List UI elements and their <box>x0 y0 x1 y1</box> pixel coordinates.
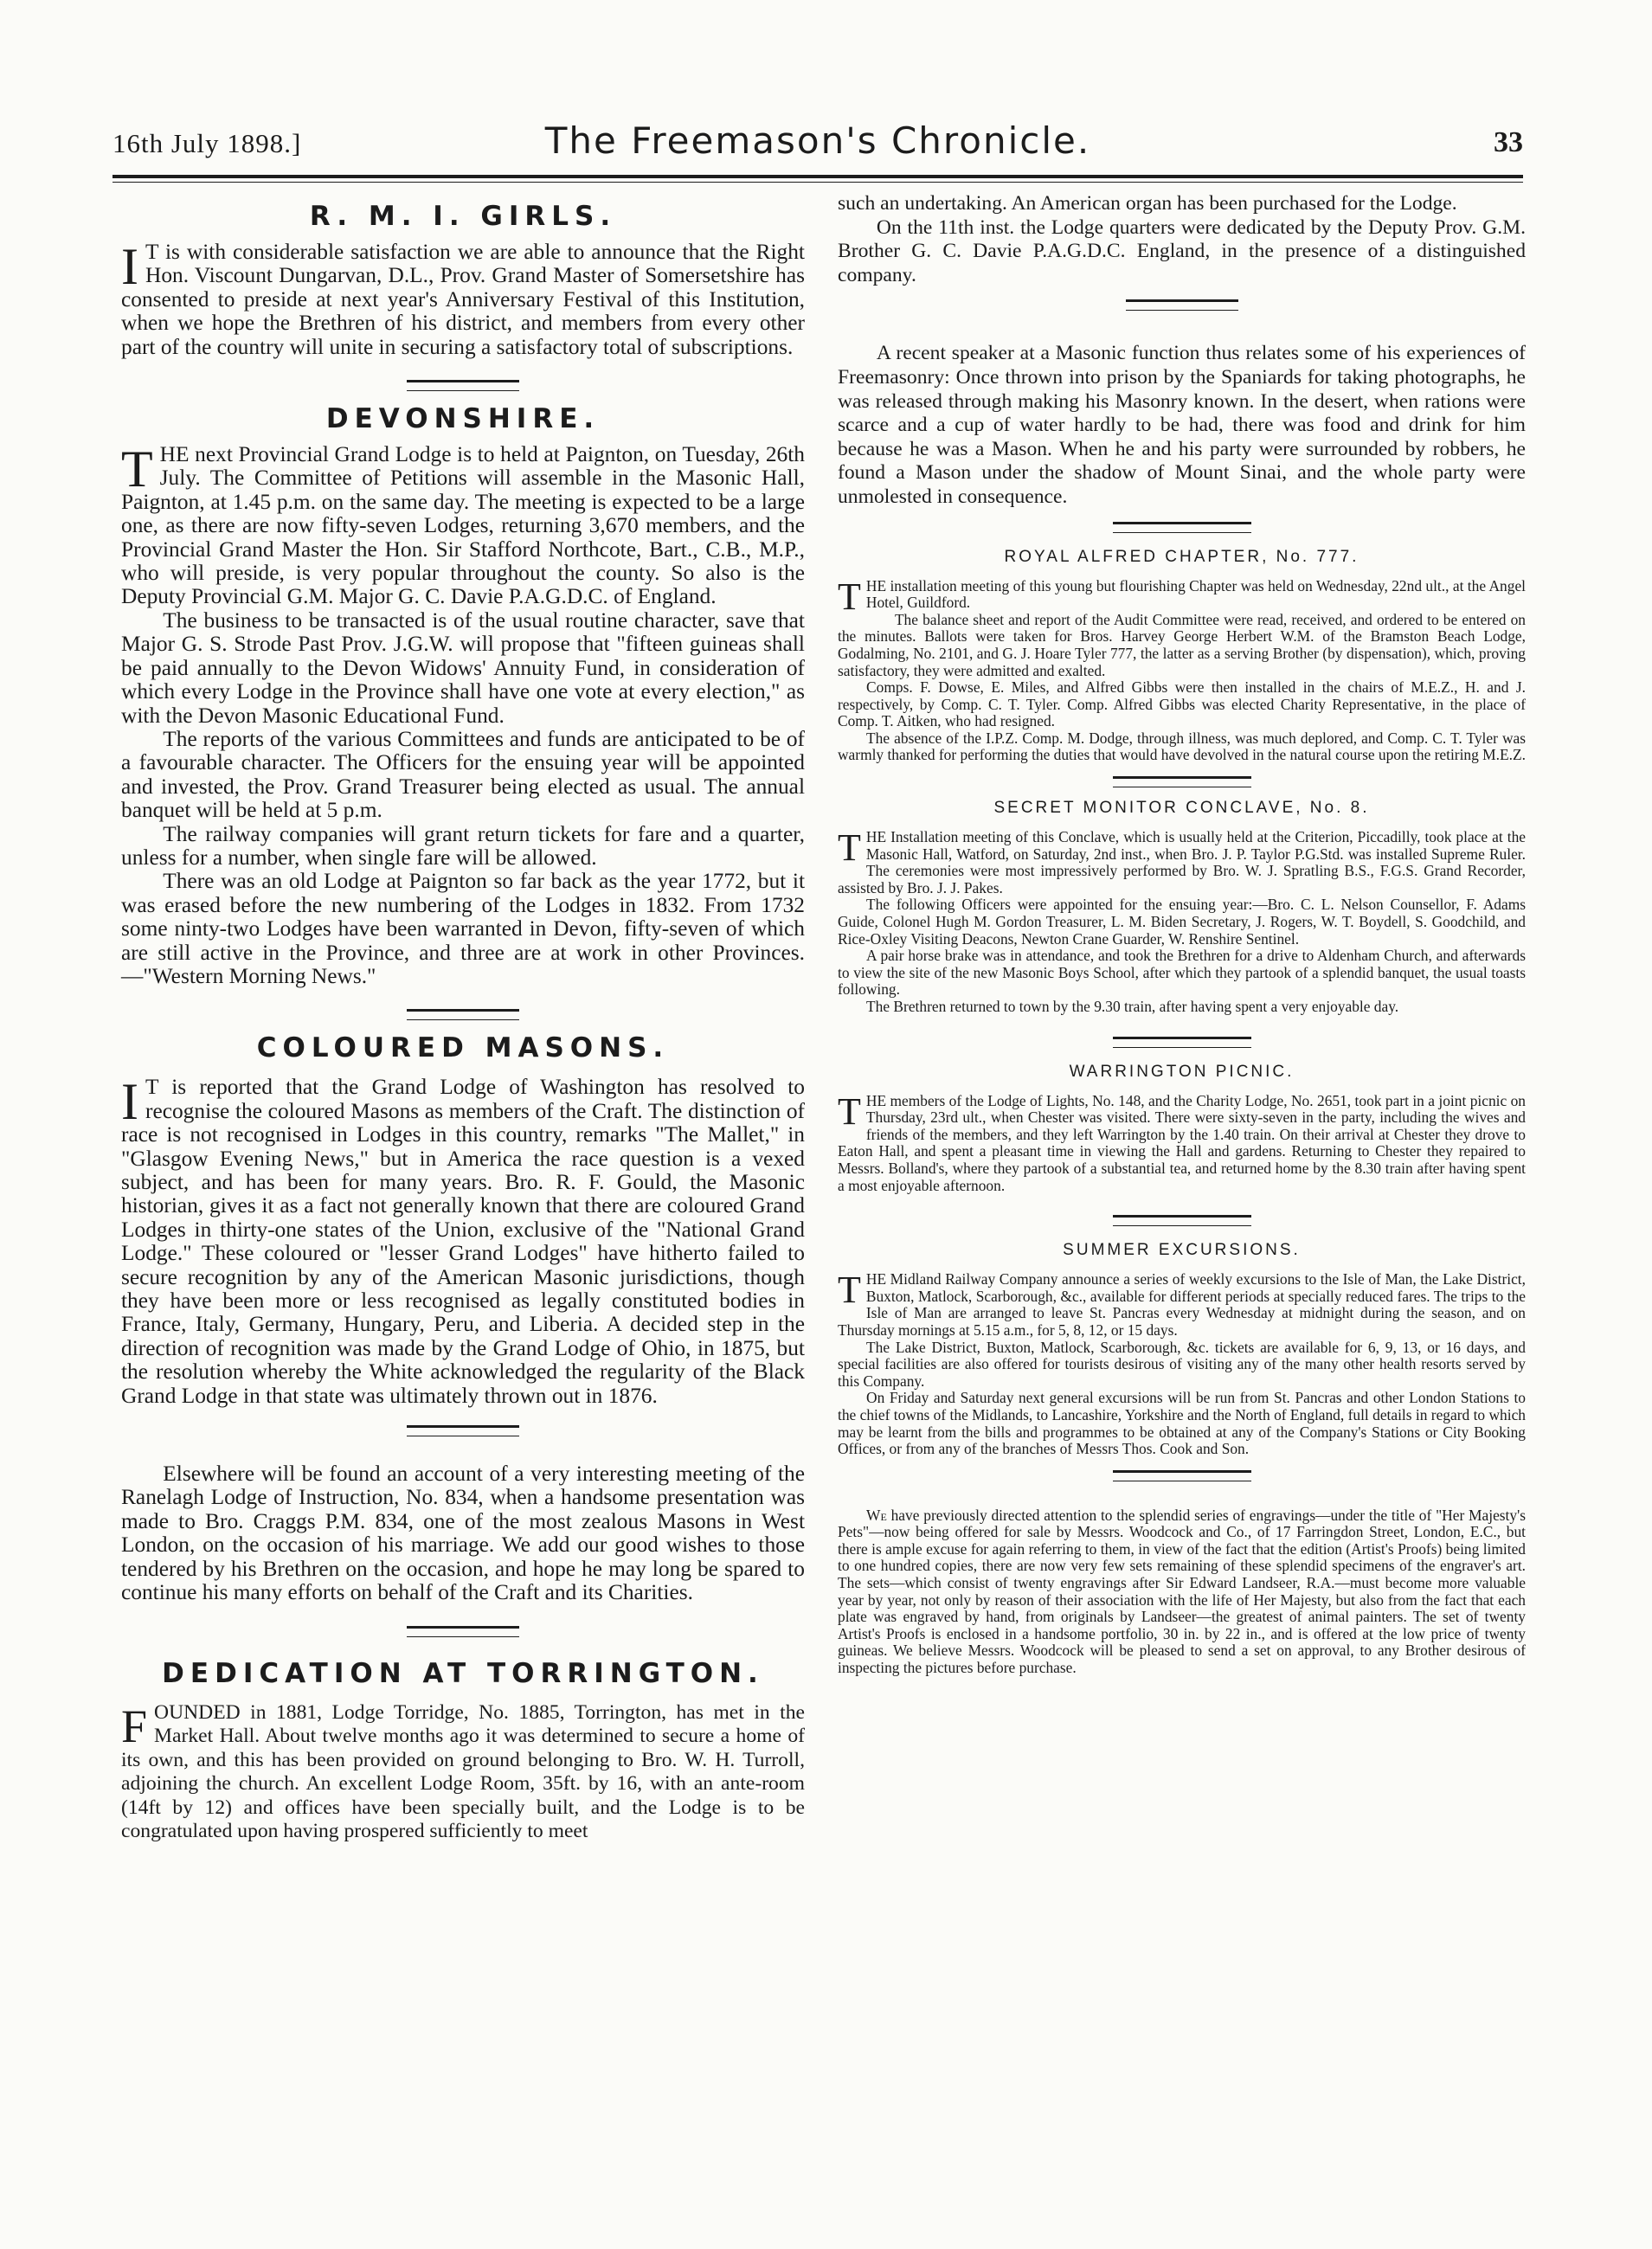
torrington-text: FOUNDED in 1881, Lodge Torridge, No. 1885, Torrington, has met in the Market Hall. About twelve months ago it was determined to secure a home of its own, and this has been provided on ground belonging to Bro. W. H. Turroll, adjoining the church. An excellent Lodge Room, 35ft. by 16, with an ante-room (14ft by 12) and offices have been specially built, and the Lodge is to be congratulated upon having prospered sufficiently to meet <box>121 1700 805 1843</box>
header-rule <box>112 175 1523 178</box>
heading-royal-alfred: ROYAL ALFRED CHAPTER, No. 777. <box>1004 547 1360 566</box>
article-royal-alfred <box>838 545 1526 765</box>
royal-alfred-p4: The absence of the I.P.Z. Comp. M. Dodge, through illness, was much deplored, and Comp. C. T. Tyler was warmly thanked for performing the duties that would have devolved in the natural course upon the retiring M.E.Z. <box>838 729 1526 764</box>
section-separator <box>1113 1215 1251 1226</box>
secret-monitor-p3: A pair horse brake was in attendance, and took the Brethren for a drive to Aldenham Church, and afterwards to view the site of the new Masonic Boys School, after which they partook of a splendid banquet, the usual toasts following. <box>838 947 1526 999</box>
drop-cap: T <box>121 440 153 498</box>
torrington-continued <box>838 192 1526 287</box>
page-number: 33 <box>1494 126 1523 158</box>
royal-alfred-p2: The balance sheet and report of the Audit Committee were read, received, and ordered to be entered on the minutes. Ballots were taken for Bros. Harvey George Herbert W.M. of the Bramston Beach Lodge, Godalming, No. 2101, and G. J. Hoare Tyler 777, the latter as a serving Brother (by dispensation), which, proving satisfactory, they were admitted and exalted. <box>838 610 1526 679</box>
warrington-text: THE members of the Lodge of Lights, No. 148, and the Charity Lodge, No. 2651, took part in a joint picnic on Thursday, 23rd ult., when Chester was visited. There were sixty-seven in the party, including the wives and friends of the members, and they left Warrington by the 1.40 train. On their arrival at Chester they drove to Eaton Hall, and spent a pleasant time in viewing the Hall and gardens. Returning to Chester they repaired to Messrs. Bolland's, where they partook of a substantial tea, and returned home by the 8.30 train after having spent a most enjoyable afternoon. <box>838 1089 1526 1194</box>
article-devonshire <box>121 403 805 988</box>
drop-cap: T <box>838 1269 861 1312</box>
section-separator <box>407 1425 519 1436</box>
heading-devonshire: DEVONSHIRE. <box>325 403 601 435</box>
secret-monitor-p2: The following Officers were appointed for the ensuing year:—Bro. C. L. Nelson Counsellor, F. Adams Guide, Colonel Hugh M. Gordon Treasurer, L. M. Biden Secretary, J. Rogers, W. T. Boydell, S. Goodchild, and Rice-Oxley Visiting Deacons, Newton Crane Guarder, W. Renshire Sentinel. <box>838 896 1526 948</box>
summer-p2: The Lake District, Buxton, Matlock, Scarborough, &c. tickets are available for 6, 9, 13, or 16 days, and special facilities are also offered for tourists desirous of visiting any of the many other health resorts served by this Company. <box>838 1338 1526 1390</box>
coloured-masons-text: I T is reported that the Grand Lodge of Washington has resolved to recognise the coloured Masons as members of the Craft. The distinction of race is not recognised in Lodges in this country, remarks "The Mallet," in "Glasgow Evening News," but in America the race question is a vexed subject, and has been for many years. Bro. R. F. Gould, the Masonic historian, gives it as a fact not generally known that there are coloured Grand Lodges in thirty-one states of the Union, exclusive of the "National Grand Lodge." These coloured or "lesser Grand Lodges" have hitherto failed to secure recognition by any of the American Masonic jurisdictions, though they have been more or less recognised as legally constituted bodies in France, Italy, Germany, Hungary, Peru, and Liberia. A decided step in the direction of recognition was made by the Grand Lodge of Ohio, in 1875, but the resolution whereby the White acknowledged the regularity of the Black Grand Lodge in that state was ultimately thrown out in 1876. <box>121 1073 805 1408</box>
article-torrington <box>121 1658 805 1845</box>
left-column <box>121 192 805 1844</box>
heading-summer-excursions: SUMMER EXCURSIONS. <box>1063 1241 1301 1260</box>
drop-cap: I <box>121 1073 138 1131</box>
drop-cap: T <box>838 1089 861 1133</box>
devonshire-p3: The reports of the various Committees and funds are anticipated to be of a favourable character. The Officers for the ensuing year will be appointed and invested, the Prov. Grand Treasurer being elected as usual. The annual banquet will be held at 5 p.m. <box>121 726 805 823</box>
article-ranelagh <box>121 1462 805 1604</box>
article-coloured-masons <box>121 1032 805 1408</box>
heading-warrington: WARRINGTON PICNIC. <box>1069 1062 1295 1081</box>
header-rule-thin <box>112 182 1523 183</box>
section-separator <box>1126 299 1238 311</box>
right-column <box>838 192 1526 1677</box>
torrington-cont-p2: On the 11th inst. the Lodge quarters were dedicated by the Deputy Prov. G.M. Brother G. C. Davie P.A.G.D.C. England, in the presence of a distinguished company. <box>838 215 1526 286</box>
devonshire-p4: The railway companies will grant return tickets for fare and a quarter, unless for a number, when single fare will be allowed. <box>121 821 805 870</box>
summer-p1: THE Midland Railway Company announce a series of weekly excursions to the Isle of Man, the Lake District, Buxton, Matlock, Scarborough, &c., available for different periods at specially reduced fares. The trips to the Isle of Man are arranged to leave St. Pancras every Wednesday at midnight during the season, and on Thursday mornings at 5.15 a.m., for 5, 8, 12, or 15 days. <box>838 1269 1526 1339</box>
section-separator <box>1113 522 1251 533</box>
section-separator <box>1113 776 1251 787</box>
heading-secret-monitor: SECRET MONITOR CONCLAVE, No. 8. <box>993 799 1370 818</box>
article-secret-monitor <box>838 796 1526 1016</box>
heading-rmi-girls: R. M. I. GIRLS. <box>309 201 617 232</box>
engravings-text: We have previously directed attention to the splendid series of engravings—under the title of "Her Majesty's Pets"—now being offered for sale by Messrs. Woodcock and Co., of 17 Farringdon Street, London, E.C., but there is ample excuse for again referring to them, in view of the fact that the edition (Artist's Proofs) being limited to one hundred copies, there are now very few sets remaining of these splendid specimens of the engraver's art. The sets—which consist of twenty engravings after Sir Edward Landseer, R.A.—must become more valuable year by year, not only by reason of their association with the life of Her Majesty, but also from the fact that each plate was engraved by hand, from originals by Landseer—the greatest of animal painters. The set of twenty Artist's Proofs is enclosed in a handsome portfolio, 30 in. by 22 in., and is offered at the low price of twenty guineas. We believe Messrs. Woodcock will be pleased to send a set on approval, to any Brother desirous of inspecting the pictures before purchase. <box>838 1506 1526 1677</box>
rmi-girls-text: I T is with considerable satisfaction we are able to announce that the Right Hon. Viscount Dungarvan, D.L., Prov. Grand Master of Somersetshire has consented to preside at next year's Anniversary Festival of this Institution, when we hope the Brethren of his district, and members from every other part of the country will unite in securing a satisfactory total of subscriptions. <box>121 238 805 359</box>
issue-date: 16th July 1898.] <box>112 128 302 158</box>
article-rmi-girls <box>121 192 805 359</box>
secret-monitor-p4: The Brethren returned to town by the 9.30 train, after having spent a very enjoyable day. <box>866 998 1399 1015</box>
lead-word: We <box>866 1506 887 1524</box>
section-separator <box>407 1009 519 1020</box>
drop-cap: I <box>121 238 138 295</box>
article-recent-speaker <box>838 342 1526 509</box>
drop-cap: T <box>838 826 861 870</box>
section-separator <box>1113 1470 1251 1481</box>
section-separator <box>407 380 519 391</box>
devonshire-p1: THE next Provincial Grand Lodge is to held at Paignton, on Tuesday, 26th July. The Committee of Petitions will assemble in the Masonic Hall, Paignton, at 1.45 p.m. on the same day. The meeting is expected to be a large one, as there are now fifty-seven Lodges, returning 3,670 members, and the Provincial Grand Master the Hon. Sir Stafford Northcote, Bart., C.B., M.P., who will preside, is very popular throughout the county. So also is the Deputy Provincial G.M. Major G. C. Davie P.A.G.D.C. of England. <box>121 440 805 609</box>
section-separator <box>1113 1037 1251 1048</box>
section-separator <box>407 1626 519 1637</box>
ranelagh-text: Elsewhere will be found an account of a very interesting meeting of the Ranelagh Lodge of Instruction, No. 834, when a handsome presentation was made to Bro. Craggs P.M. 834, one of the most zealous Masons in West London, on the occasion of his marriage. We add our good wishes to those tendered by his Brethren on the occasion, and hope he may long be spared to continue his many efforts on behalf of the Craft and its Charities. <box>121 1462 805 1605</box>
royal-alfred-p1: THE installation meeting of this young but flourishing Chapter was held on Wednesday, 22nd ult., at the Angel Hotel, Guildford. <box>838 575 1526 618</box>
page-header <box>112 119 1523 177</box>
drop-cap: T <box>838 575 861 618</box>
drop-cap: F <box>121 1700 148 1752</box>
royal-alfred-p3: Comps. F. Dowse, E. Miles, and Alfred Gibbs were then installed in the chairs of M.E.Z., H. and J. respectively, by Comp. C. T. Tyler. Comp. Alfred Gibbs was elected Charity Representative, in the place of Comp. T. Aitken, who had resigned. <box>838 678 1526 730</box>
article-summer-excursions <box>838 1238 1526 1458</box>
devonshire-p2: The business to be transacted is of the usual routine character, save that Major G. S. Strode Past Prov. J.G.W. will propose that "fifteen guineas shall be paid annually to the Devon Widows' Annuity Fund, in consideration of which every Lodge in the Province shall have one vote at every election," as with the Devon Masonic Educational Fund. <box>121 607 805 728</box>
summer-p3: On Friday and Saturday next general excursions will be run from St. Pancras and other London Stations to the chief towns of the Midlands, to Lancashire, Yorkshire and the North of England, full details in regard to which may be learnt from the bills and programmes to be obtained at any of the Company's Stations or City Booking Offices, or from any of the branches of Messrs Thos. Cook and Son. <box>838 1389 1526 1458</box>
heading-torrington: DEDICATION AT TORRINGTON. <box>162 1657 764 1689</box>
secret-monitor-p1: THE Installation meeting of this Conclave, which is usually held at the Criterion, Piccadilly, took place at the Masonic Hall, Watford, on Saturday, 2nd inst., when Bro. J. P. Taylor P.G.Std. was installed Supreme Ruler. The ceremonies were most impressively performed by Bro. W. J. Spratling B.S., F.G.S. Grand Recorder, assisted by Bro. J. J. Pakes. <box>838 826 1526 896</box>
article-warrington <box>838 1060 1526 1195</box>
recent-speaker-text: A recent speaker at a Masonic function thus relates some of his experiences of Freemasonry: Once thrown into prison by the Spaniards for taking photographs, he was released through making his Masonry known. In the desert, when rations were scarce and a cup of water hardly to be had, there was food and drink for him because he was a Mason. When he and his party were surrounded by robbers, he found a Mason under the shadow of Mount Sinai, and the whole party were unmolested in consequence. <box>838 342 1526 508</box>
torrington-cont-p1: such an undertaking. An American organ has been purchased for the Lodge. <box>838 192 1457 215</box>
masthead-title: The Freemason's Chronicle. <box>544 119 1091 162</box>
devonshire-p5: There was an old Lodge at Paignton so far back as the year 1772, but it was erased before the new numbering of the Lodges in 1832. From 1732 some ninty-two Lodges have been warranted in Devon, fifty-seven of which are still active in the Province, and three are at work in other Provinces. —"Western Morning News." <box>121 869 805 988</box>
article-engravings <box>838 1507 1526 1677</box>
heading-coloured-masons: COLOURED MASONS. <box>256 1032 670 1064</box>
